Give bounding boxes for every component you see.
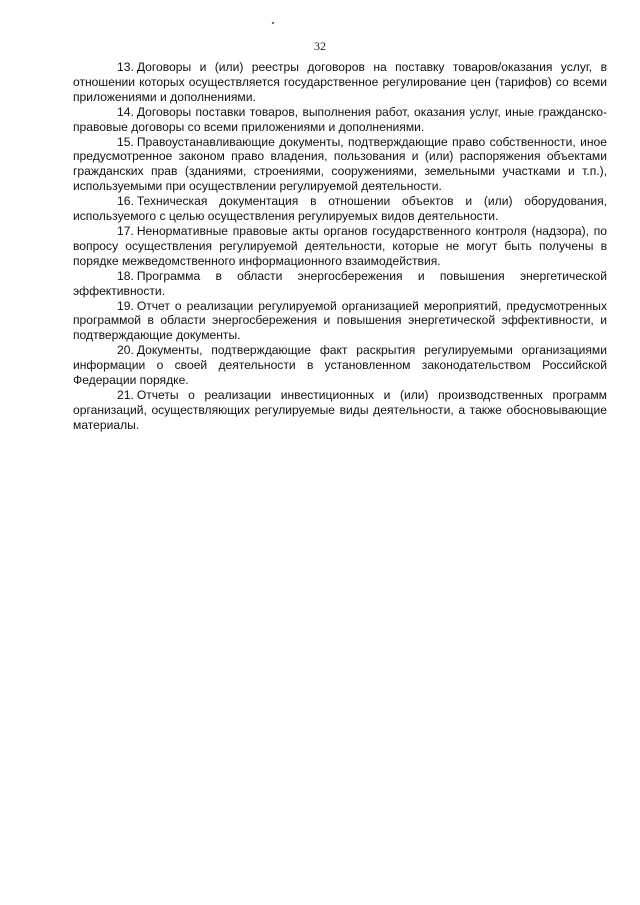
item-text: Программа в области энергосбережения и повышения энергетической эффективности.: [73, 268, 607, 298]
list-item-13: [73, 60, 607, 105]
item-text: Договоры поставки товаров, выполнения работ, оказания услуг, иные гражданско-правовые договоры со всеми приложениями и дополнениями.: [73, 104, 607, 134]
item-number: 20.: [117, 343, 134, 358]
item-number: 21.: [117, 387, 134, 402]
item-text: Правоустанавливающие документы, подтверждающие право собственности, иное предусмотренное законом право владения, пользования и (или) распоряжения объектами гражданских прав (зданиями, строениями, сооружениями, земельными участками и т.п.), используемыми при осуществлении регулируемой деятельности.: [73, 134, 607, 194]
item-text: Отчеты о реализации инвестиционных и (или) производственных программ организаций, осуществляющих регулируемые виды деятельности, а также обосновывающие материалы.: [73, 387, 607, 432]
item-text: Документы, подтверждающие факт раскрытия регулируемыми организациями информации о своей деятельности в установленном законодательством Российской Федерации порядке.: [73, 343, 607, 388]
item-text: Отчет о реализации регулируемой организацией мероприятий, предусмотренных программой в области энергосбережения и повышения энергетической эффективности, и подтверждающие документы.: [73, 298, 607, 343]
list-item-16: [73, 194, 607, 224]
item-number: 18.: [117, 268, 134, 283]
item-number: 19.: [117, 298, 134, 313]
item-number: 15.: [117, 134, 134, 149]
document-body: [73, 60, 607, 433]
list-item-20: [73, 343, 607, 388]
item-number: 16.: [117, 194, 134, 209]
list-item-14: [73, 105, 607, 135]
list-item-21: [73, 388, 607, 433]
item-text: Техническая документация в отношении объектов и (или) оборудования, используемого с целью осуществления регулируемых видов деятельности.: [73, 194, 607, 224]
list-item-19: [73, 299, 607, 344]
item-text: Договоры и (или) реестры договоров на поставку товаров/оказания услуг, в отношении которых осуществляется государственное регулирование цен (тарифов) со всеми приложениями и дополнениями.: [73, 60, 607, 104]
item-number: 14.: [117, 104, 134, 119]
scan-speck: [272, 22, 275, 25]
item-number: 17.: [117, 223, 134, 238]
page-number: 32: [314, 39, 326, 53]
list-item-18: [73, 269, 607, 299]
item-text: Ненормативные правовые акты органов государственного контроля (надзора), по вопросу осуществления регулируемой деятельности, которые не могут быть получены в порядке межведомственного информационного взаимодействия.: [73, 223, 607, 268]
list-item-17: [73, 224, 607, 269]
list-item-15: [73, 135, 607, 195]
item-number: 13.: [117, 60, 134, 74]
